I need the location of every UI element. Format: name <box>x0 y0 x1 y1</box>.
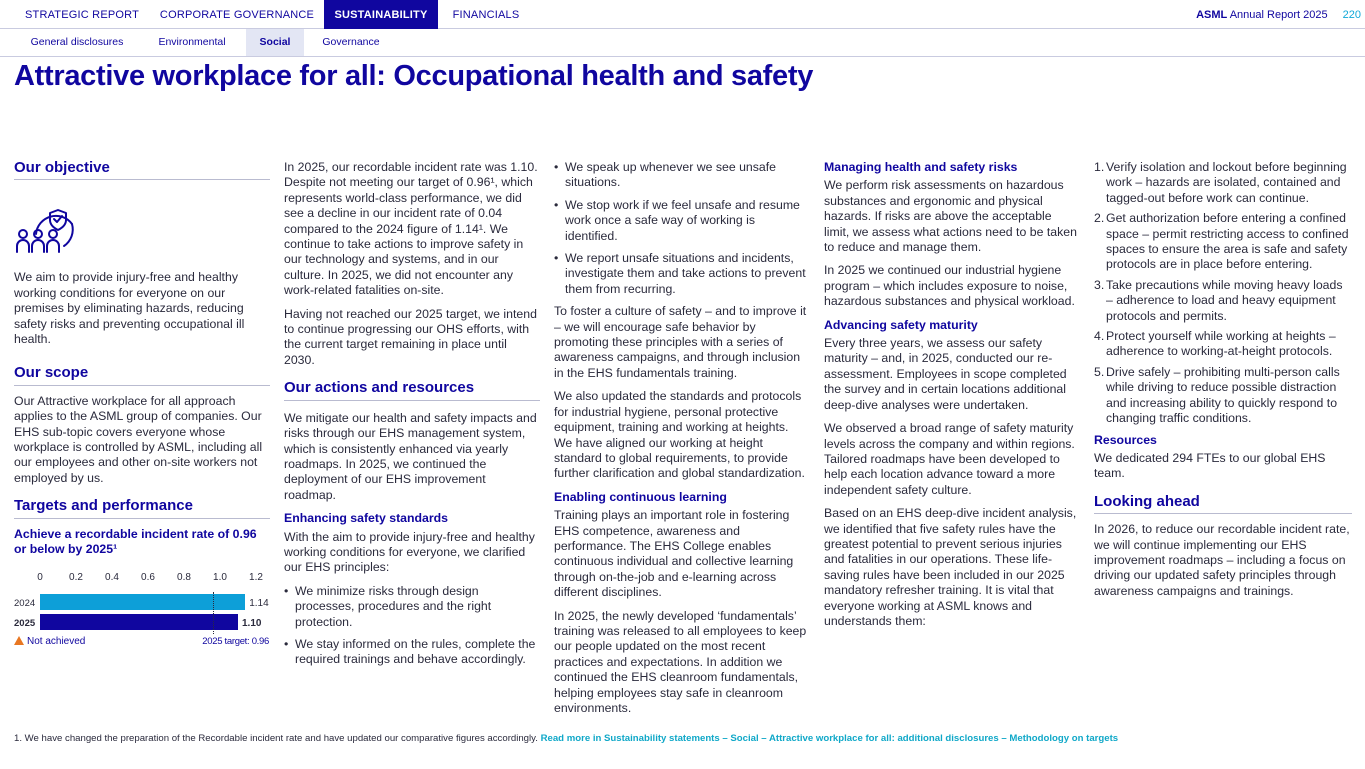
principle-bullet: • We stop work if we feel unsafe and resume work once a safe way of working is identified. <box>554 198 810 244</box>
safety-rule-item: 4. Protect yourself while working at heights – adherence to working-at-height protocols. <box>1094 329 1336 359</box>
safety-rule-item: 1. Verify isolation and lockout before beginning work – hazards are isolated, contained and tagged-out before work can continue. <box>1094 160 1347 205</box>
methodology-link[interactable]: Read more in Sustainability statements – Social – Attractive workplace for all: additional disclosures – Methodology on targets <box>540 733 1119 744</box>
x-tick-label: 1.2 <box>249 571 263 583</box>
safety-rule-text: Verify isolation and lockout before beginning work – hazards are isolated, contained and tagged-out before work can continue. <box>1106 160 1347 205</box>
bar-2024 <box>40 594 245 610</box>
x-tick-label: 0 <box>37 571 43 583</box>
learning-heading: Enabling continuous learning <box>554 489 727 504</box>
resources-heading: Resources <box>1094 432 1157 447</box>
page-number: 220 <box>1342 9 1361 21</box>
x-tick-label: 0.6 <box>141 571 155 583</box>
nav-tab-sustainability[interactable]: SUSTAINABILITY <box>324 0 438 29</box>
column-risks <box>824 160 1080 637</box>
scope-heading: Our scope <box>14 365 270 385</box>
top-navigation <box>0 0 1365 29</box>
bar-value-label: 1.10 <box>242 617 262 629</box>
risks-heading: Managing health and safety risks <box>824 160 1018 174</box>
enhancing-paragraph: With the aim to provide injury-free and healthy working conditions for everyone, we clarified our EHS principles: <box>284 529 535 575</box>
bar-value-label: 1.14 <box>249 597 269 609</box>
column-objective <box>14 160 270 650</box>
footnote <box>14 733 1118 744</box>
safety-rule-text: Protect yourself while working at heights – adherence to working-at-height protocols. <box>1106 329 1336 359</box>
x-tick-label: 0.4 <box>105 571 119 583</box>
principle-bullet: • We minimize risks through design processes, procedures and the right protection. <box>284 584 540 630</box>
report-header <box>1196 0 1365 29</box>
safety-rule-item: 3. Take precautions while moving heavy loads – adherence to load and heavy equipment protocols and permits. <box>1094 277 1343 323</box>
safety-rule-item: 2. Get authorization before entering a confined space – permit restricting access to confined spaces to ensure the area is safe and safety protocols are in place before entering. <box>1094 211 1349 272</box>
footnote-text: 1. We have changed the preparation of the Recordable incident rate and have updated our comparative figures accordingly. <box>14 733 538 744</box>
safety-rule-item: 5. Drive safely – prohibiting multi-person calls while driving to reduce possible distraction and increasing ability to quickly respond to changing traffic conditions. <box>1094 364 1340 426</box>
roadmaps-paragraph: We observed a broad range of safety maturity levels across the company and within regions. Tailored roadmaps have been developed to help each location advance toward a more independent safety culture. <box>824 421 1075 497</box>
actions-heading: Our actions and resources <box>284 380 540 400</box>
x-tick-label: 0.2 <box>69 571 83 583</box>
culture-paragraph: To foster a culture of safety – and to improve it – we will encourage safe behavior by promoting these principles with a series of awareness campaigns, and through inclusion in the EHS fundamentals training. <box>554 304 807 380</box>
objective-heading: Our objective <box>14 160 270 180</box>
principle-bullet: • We speak up whenever we see unsafe situations. <box>554 160 810 191</box>
x-tick-label: 1.0 <box>213 571 227 583</box>
nav-tab-strategic-report[interactable]: STRATEGIC REPORT <box>24 9 140 21</box>
page-title: Attractive workplace for all: Occupational health and safety <box>14 60 814 92</box>
rules-paragraph: Based on an EHS deep-dive incident analysis, we identified that five safety rules have the greatest potential to prevent serious injuries and fatalities in our operations. These life-saving rules have been included in our 2025 mandatory refresher training. It is vital that everyone working at ASML knows and understands them: <box>824 506 1077 628</box>
people-shield-icon <box>14 188 270 270</box>
resources-text: We dedicated 294 FTEs to our global EHS team. <box>1094 450 1326 481</box>
target-title: Achieve a recordable incident rate of 0.96 or below by 2025¹ <box>14 526 257 557</box>
actions-paragraph: We mitigate our health and safety impacts and risks through our EHS management system, which is consistently enhanced via yearly roadmaps. In 2025, we continued the deployment of our EHS improvement roadmap. <box>284 410 537 502</box>
safety-rule-text: Drive safely – prohibiting multi-person calls while driving to reduce possible distraction and increasing ability to quickly respond to changing traffic conditions. <box>1106 364 1340 426</box>
maturity-heading: Advancing safety maturity <box>824 317 978 332</box>
principle-bullet: • We stay informed on the rules, complete the required trainings and behave accordingly. <box>284 637 540 668</box>
subnav-tab-general-disclosures[interactable]: General disclosures <box>30 36 124 48</box>
incident-rate-chart <box>14 570 269 650</box>
hygiene-paragraph: In 2025 we continued our industrial hygiene program – which includes exposure to noise, hazardous substances and physical workload. <box>824 263 1075 309</box>
bar-2025 <box>40 614 238 630</box>
target-line <box>213 592 214 634</box>
subnav-tab-environmental[interactable]: Environmental <box>158 36 226 48</box>
objective-text: We aim to provide injury-free and healthy working conditions for everyone on our premises by eliminating hazards, reducing safety risks and preventing occupational ill health. <box>14 270 245 347</box>
subnav-tab-social[interactable]: Social <box>246 29 304 56</box>
risks-paragraph: We perform risk assessments on hazardous substances and ergonomic and physical hazards. If risks are above the acceptable limit, we assess what actions need to be taken to reduce and manage them. <box>824 178 1077 255</box>
report-title: Annual Report 2025 <box>1229 9 1328 21</box>
nav-tab-financials[interactable]: FINANCIALS <box>452 9 520 21</box>
target-label: 2025 target: 0.96 <box>202 636 269 648</box>
enhancing-heading: Enhancing safety standards <box>284 511 449 526</box>
column-rules <box>1094 160 1352 607</box>
looking-ahead-text: In 2026, to reduce our recordable incident rate, we will continue implementing our EHS improvement roadmaps – including a focus on driving our updated safety principles through awareness campaigns and trainings. <box>1094 522 1350 598</box>
status-legend <box>14 634 85 649</box>
safety-rule-text: Get authorization before entering a confined space – permit restricting access to confined spaces to ensure the area is safe and safety protocols are in place before entering. <box>1106 211 1349 272</box>
performance-paragraph: In 2025, our recordable incident rate was 1.10. Despite not meeting our target of 0.96¹, which represents world-class performance, we did see a decline in our incident rate of 0.04 compared to the 2024 figure of 1.14¹. We continue to take actions to improve safety in our technology and systems, and in our culture. In 2025, we did not encounter any work-related fatalities on-site. <box>284 160 538 298</box>
fundamentals-paragraph: In 2025, the newly developed ‘fundamentals’ training was released to all employees to keep our people updated on the most recent practices and expectations. In addition we continued the EHS cleanroom fundamentals, helping employees stay safe in cleanroom environments. <box>554 608 807 715</box>
maturity-paragraph: Every three years, we assess our safety maturity – and, in 2025, conducted our re-assessment. Employees in scope completed the survey and in certain locations additional deep-dive analyses were undertaken. <box>824 336 1067 412</box>
sub-navigation <box>0 29 1365 57</box>
principle-bullet: • We report unsafe situations and incidents, investigate them and take actions to prevent them from recurring. <box>554 251 810 297</box>
safety-rule-text: Take precautions while moving heavy loads – adherence to load and heavy equipment protocols and permits. <box>1106 277 1343 323</box>
target-paragraph: Having not reached our 2025 target, we intend to continue progressing our OHS efforts, with the current target remaining in place until 2030. <box>284 306 537 367</box>
scope-text: Our Attractive workplace for all approach applies to the ASML group of companies. Our EHS sub-topic covers everyone whose workplace is controlled by ASML, including all our employees and other on-site workers not employed by us. <box>14 393 263 485</box>
looking-ahead-heading: Looking ahead <box>1094 494 1352 514</box>
targets-heading: Targets and performance <box>14 498 270 518</box>
subnav-tab-governance[interactable]: Governance <box>322 36 380 48</box>
category-label: 2025 <box>14 617 36 629</box>
warning-triangle-icon <box>14 636 24 645</box>
status-label: Not achieved <box>27 636 86 648</box>
column-performance <box>284 160 540 675</box>
column-principles <box>554 160 810 724</box>
training-paragraph: Training plays an important role in fostering EHS competence, awareness and performance. The EHS College enables continuous individual and collective learning through on-the-job and e-learning across different disciplines. <box>554 508 794 600</box>
category-label: 2024 <box>14 597 36 609</box>
x-tick-label: 0.8 <box>177 571 191 583</box>
standards-paragraph: We also updated the standards and protocols for industrial hygiene, personal protective equipment, training and working at heights. We have aligned our working at height standard to global requirements, to provide further clarification and global standardization. <box>554 389 805 481</box>
nav-tab-corporate-governance[interactable]: CORPORATE GOVERNANCE <box>159 9 315 21</box>
brand-name: ASML <box>1196 9 1228 21</box>
